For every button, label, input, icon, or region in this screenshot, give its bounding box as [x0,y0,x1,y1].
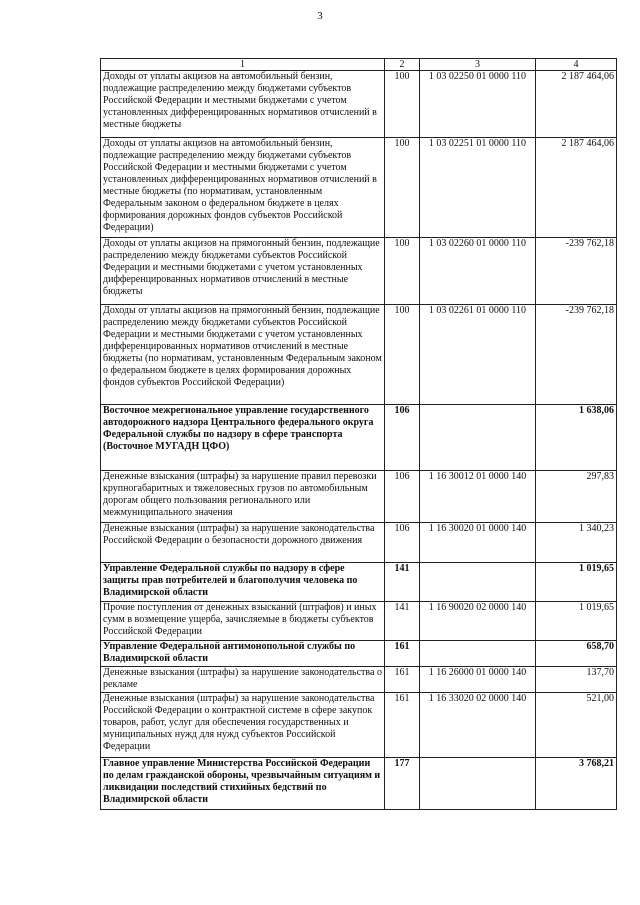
page-number: 3 [317,10,323,22]
row-amount-cell: 137,70 [536,667,617,693]
row-admin-code-cell: 100 [385,138,420,238]
table-row [101,238,617,305]
table-row-agency [101,758,617,810]
row-admin-code-cell: 161 [385,641,420,667]
row-name-cell: Доходы от уплаты акцизов на автомобильный бензин, подлежащие распределению между бюджетами субъектов Российской Федерации и местными бюджетами с учетом установленных дифференцированных нормативов отчислений в местные бюджеты (по нормативам, установленным Федеральным законом о федеральном бюджете в целях формирования дорожных фондов субъектов Российской Федерации) [101,138,385,238]
row-admin-code-cell: 141 [385,602,420,641]
row-name-cell: Денежные взыскания (штрафы) за нарушение законодательства Российской Федерации о безопасности дорожного движения [101,523,385,563]
row-kbk-cell: 1 16 33020 02 0000 140 [420,693,536,758]
table-row [101,602,617,641]
table-row [101,305,617,405]
row-amount-cell: 521,00 [536,693,617,758]
row-admin-code-cell: 161 [385,667,420,693]
row-amount-cell: 2 187 464,06 [536,71,617,138]
row-admin-code-cell: 100 [385,71,420,138]
row-admin-code-cell: 106 [385,471,420,523]
row-amount-cell: 1 638,06 [536,405,617,471]
row-name-cell: Прочие поступления от денежных взысканий (штрафов) и иных сумм в возмещение ущерба, зачисляемые в бюджеты субъектов Российской Федерации [101,602,385,641]
row-amount-cell: 297,83 [536,471,617,523]
row-amount-cell: -239 762,18 [536,238,617,305]
table-row [101,71,617,138]
row-kbk-cell [420,641,536,667]
table-row-agency [101,405,617,471]
row-amount-cell: 1 019,65 [536,602,617,641]
column-header-4: 4 [536,59,617,71]
row-kbk-cell: 1 16 90020 02 0000 140 [420,602,536,641]
row-name-cell: Восточное межрегиональное управление государственного автодорожного надзора Центрального федерального округа Федеральной службы по надзору в сфере транспорта (Восточное МУГАДН ЦФО) [101,405,385,471]
row-name-cell: Денежные взыскания (штрафы) за нарушение законодательства Российской Федерации о контрактной системе в сфере закупок товаров, работ, услуг для обеспечения государственных и муниципальных нужд для нужд субъектов Российской Федерации [101,693,385,758]
row-kbk-cell: 1 16 30012 01 0000 140 [420,471,536,523]
table-row [101,667,617,693]
row-admin-code-cell: 106 [385,523,420,563]
row-admin-code-cell: 177 [385,758,420,810]
row-admin-code-cell: 100 [385,238,420,305]
row-amount-cell: 3 768,21 [536,758,617,810]
row-amount-cell: 658,70 [536,641,617,667]
table-header-row [101,59,617,71]
row-name-cell: Денежные взыскания (штрафы) за нарушение законодательства о рекламе [101,667,385,693]
row-kbk-cell: 1 16 26000 01 0000 140 [420,667,536,693]
table-row [101,523,617,563]
budget-revenue-table [100,58,617,810]
row-admin-code-cell: 141 [385,563,420,602]
table-row-agency [101,563,617,602]
row-name-cell: Управление Федеральной службы по надзору в сфере защиты прав потребителей и благополучия человека по Владимирской области [101,563,385,602]
row-name-cell: Доходы от уплаты акцизов на прямогонный бензин, подлежащие распределению между бюджетами субъектов Российской Федерации и местными бюджетами с учетом установленных дифференцированных нормативов отчислений в местные бюджеты [101,238,385,305]
table-row [101,138,617,238]
row-admin-code-cell: 100 [385,305,420,405]
row-kbk-cell [420,758,536,810]
column-header-3: 3 [420,59,536,71]
row-name-cell: Управление Федеральной антимонопольной службы по Владимирской области [101,641,385,667]
row-kbk-cell [420,405,536,471]
table-row-agency [101,641,617,667]
table-row [101,693,617,758]
column-header-1: 1 [101,59,385,71]
row-amount-cell: -239 762,18 [536,305,617,405]
row-amount-cell: 1 019,65 [536,563,617,602]
row-kbk-cell: 1 16 30020 01 0000 140 [420,523,536,563]
column-header-2: 2 [385,59,420,71]
row-kbk-cell: 1 03 02250 01 0000 110 [420,71,536,138]
row-kbk-cell: 1 03 02261 01 0000 110 [420,305,536,405]
row-admin-code-cell: 161 [385,693,420,758]
row-kbk-cell: 1 03 02260 01 0000 110 [420,238,536,305]
row-name-cell: Доходы от уплаты акцизов на автомобильный бензин, подлежащие распределению между бюджетами субъектов Российской Федерации и местными бюджетами с учетом установленных дифференцированных нормативов отчислений в местные бюджеты [101,71,385,138]
row-name-cell: Главное управление Министерства Российской Федерации по делам гражданской обороны, чрезвычайным ситуациям и ликвидации последствий стихийных бедствий по Владимирской области [101,758,385,810]
row-name-cell: Денежные взыскания (штрафы) за нарушение правил перевозки крупногабаритных и тяжеловесных грузов по автомобильным дорогам общего пользования регионального или межмуниципального значения [101,471,385,523]
row-kbk-cell: 1 03 02251 01 0000 110 [420,138,536,238]
row-amount-cell: 1 340,23 [536,523,617,563]
row-kbk-cell [420,563,536,602]
row-admin-code-cell: 106 [385,405,420,471]
row-amount-cell: 2 187 464,06 [536,138,617,238]
row-name-cell: Доходы от уплаты акцизов на прямогонный бензин, подлежащие распределению между бюджетами субъектов Российской Федерации и местными бюджетами с учетом установленных дифференцированных нормативов отчислений в местные бюджеты (по нормативам, установленным Федеральным законом о федеральном бюджете в целях формирования дорожных фондов субъектов Российской Федерации) [101,305,385,405]
table-row [101,471,617,523]
